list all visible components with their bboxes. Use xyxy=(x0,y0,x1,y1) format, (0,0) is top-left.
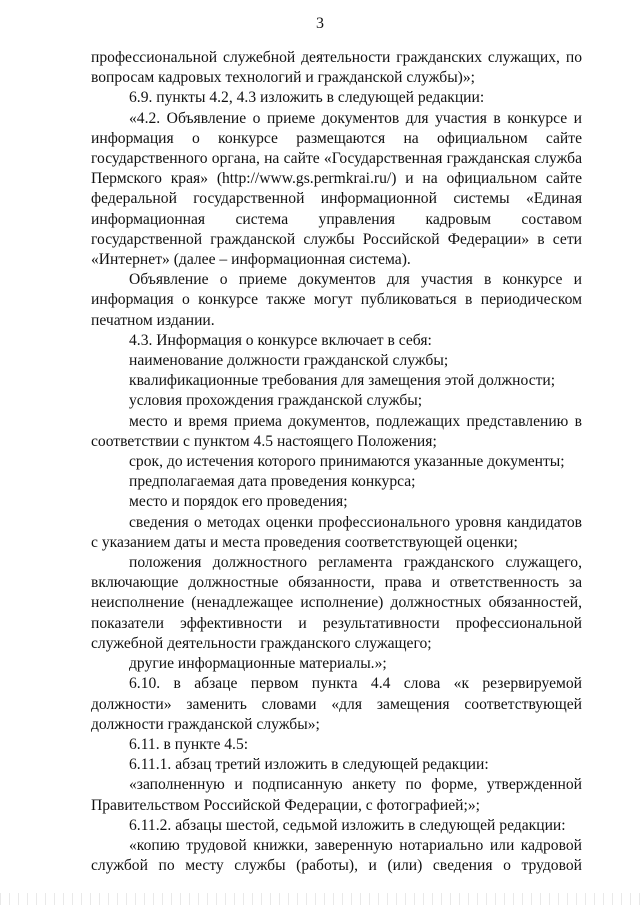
list-item: предполагаемая дата проведения конкурса; xyxy=(129,473,416,491)
paragraph: 4.3. Информация о конкурсе включает в себя: xyxy=(129,331,432,349)
paragraph: Объявление о приеме документов для участия в конкурсе и информация о конкурсе также могут публиковаться в периодическом печатном издании. xyxy=(91,271,582,329)
list-item: место и время приема документов, подлежащих представлению в соответствии с пунктом 4.5 настоящего Положения; xyxy=(91,412,582,450)
document-body xyxy=(91,48,582,876)
paragraph: 6.11. в пункте 4.5: xyxy=(129,735,249,753)
paragraph: «4.2. Объявление о приеме документов для участия в конкурсе и информация о конкурсе размещаются на официальном сайте государственного органа, на сайте «Государственная гражданская служба Пермского края» (http://www.gs.permkrai.ru/) и на официальном сайте федеральной государственной информационной системы «Единая информационная система управления кадровым составом государственной гражданской службы Российской Федерации» в сети «Интернет» (далее – информационная система). xyxy=(91,109,582,269)
list-item: срок, до истечения которого принимаются указанные документы; xyxy=(129,453,565,471)
paragraph: 6.11.2. абзацы шестой, седьмой изложить в следующей редакции: xyxy=(129,816,566,834)
scan-edge-noise xyxy=(0,893,640,905)
paragraph: 6.10. в абзаце первом пункта 4.4 слова «к резервируемой должности» заменить словами «для замещения соответствующей должности гражданской службы»; xyxy=(91,675,582,733)
paragraph: профессиональной служебной деятельности гражданских служащих, по вопросам кадровых технологий и гражданской службы)»; xyxy=(91,49,582,87)
list-item: условия прохождения гражданской службы; xyxy=(129,392,423,410)
paragraph: «заполненную и подписанную анкету по форме, утвержденной Правительством Российской Федерации, с фотографией;»; xyxy=(91,776,582,814)
list-item: квалификационные требования для замещения этой должности; xyxy=(129,372,556,390)
list-item: сведения о методах оценки профессионального уровня кандидатов с указанием даты и места проведения соответствующей оценки; xyxy=(91,513,582,551)
page-number: 3 xyxy=(316,15,324,32)
paragraph: 6.11.1. абзац третий изложить в следующей редакции: xyxy=(129,756,489,774)
list-item: место и порядок его проведения; xyxy=(129,493,348,511)
list-item: положения должностного регламента гражданского служащего, включающие должностные обязанности, права и ответственность за неисполнение (ненадлежащее исполнение) должностных обязанностей, показатели эффективности и результативности профессиональной служебной деятельности гражданского служащего; xyxy=(91,554,582,652)
list-item: другие информационные материалы.»; xyxy=(129,655,387,673)
paragraph: «копию трудовой книжки, заверенную нотариально или кадровой службой по месту службы (работы), и (или) сведения о трудовой xyxy=(91,836,582,875)
paragraph: 6.9. пункты 4.2, 4.3 изложить в следующей редакции: xyxy=(129,89,485,107)
list-item: наименование должности гражданской службы; xyxy=(129,352,449,370)
